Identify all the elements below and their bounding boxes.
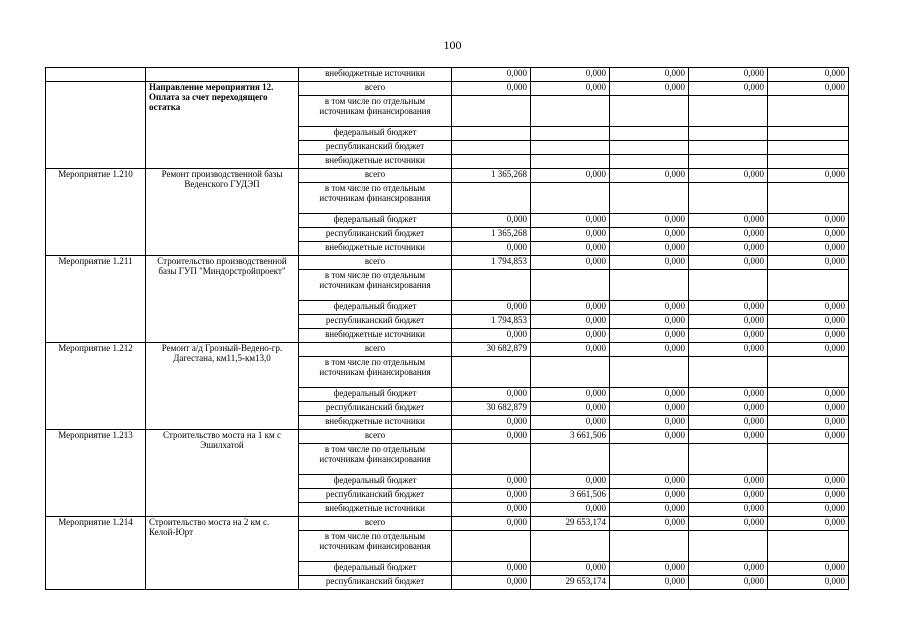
- value-cell: 0,000: [689, 68, 768, 82]
- value-cell: 0,000: [452, 82, 531, 96]
- value-cell: 0,000: [610, 576, 689, 590]
- source-cell: внебюджетные источники: [299, 68, 452, 82]
- value-cell: [531, 127, 610, 141]
- value-cell: 0,000: [610, 256, 689, 270]
- table-row: [46, 430, 849, 444]
- activity-id-cell: Мероприятие 1.213: [46, 430, 146, 517]
- value-cell: 0,000: [768, 562, 849, 576]
- source-cell: республиканский бюджет: [299, 315, 452, 329]
- source-cell: всего: [299, 517, 452, 531]
- value-cell: 0,000: [610, 402, 689, 416]
- value-cell: 0,000: [452, 576, 531, 590]
- value-cell: 0,000: [531, 388, 610, 402]
- source-cell: федеральный бюджет: [299, 301, 452, 315]
- value-cell: 0,000: [531, 242, 610, 256]
- value-cell: 0,000: [452, 301, 531, 315]
- table-row: [46, 517, 849, 531]
- value-cell: 0,000: [768, 517, 849, 531]
- value-cell: 0,000: [768, 576, 849, 590]
- activity-id-cell: [46, 82, 146, 169]
- source-cell: всего: [299, 169, 452, 183]
- value-cell: 0,000: [452, 214, 531, 228]
- value-cell: [610, 155, 689, 169]
- source-cell: в том числе по отдельным источникам финансирования: [299, 183, 452, 214]
- activity-name-cell: Строительство моста на 1 км с Эшилхатой: [146, 430, 299, 517]
- value-cell: 0,000: [610, 315, 689, 329]
- value-cell: 0,000: [610, 503, 689, 517]
- source-cell: всего: [299, 343, 452, 357]
- value-cell: [689, 270, 768, 301]
- value-cell: 0,000: [610, 68, 689, 82]
- value-cell: [452, 183, 531, 214]
- activity-id-cell: Мероприятие 1.210: [46, 169, 146, 256]
- value-cell: [452, 531, 531, 562]
- value-cell: 0,000: [610, 489, 689, 503]
- value-cell: [768, 444, 849, 475]
- value-cell: 29 653,174: [531, 517, 610, 531]
- table-row: [46, 169, 849, 183]
- value-cell: 0,000: [768, 343, 849, 357]
- value-cell: 0,000: [531, 214, 610, 228]
- value-cell: 0,000: [689, 430, 768, 444]
- value-cell: [610, 531, 689, 562]
- value-cell: 0,000: [689, 343, 768, 357]
- value-cell: 0,000: [531, 256, 610, 270]
- source-cell: федеральный бюджет: [299, 388, 452, 402]
- source-cell: федеральный бюджет: [299, 214, 452, 228]
- activity-name-cell: Направление мероприятия 12. Оплата за счет переходящего остатка: [146, 82, 299, 169]
- activity-name-cell: Ремонт а/д Грозный-Ведено-гр. Дагестана, км11,5-км13,0: [146, 343, 299, 430]
- value-cell: [452, 141, 531, 155]
- value-cell: [452, 127, 531, 141]
- value-cell: [610, 357, 689, 388]
- source-cell: республиканский бюджет: [299, 141, 452, 155]
- value-cell: [768, 270, 849, 301]
- value-cell: 1 365,268: [452, 228, 531, 242]
- value-cell: [531, 357, 610, 388]
- source-cell: республиканский бюджет: [299, 489, 452, 503]
- value-cell: [610, 183, 689, 214]
- source-cell: в том числе по отдельным источникам финансирования: [299, 270, 452, 301]
- value-cell: 0,000: [610, 517, 689, 531]
- value-cell: 0,000: [689, 503, 768, 517]
- value-cell: 1 365,268: [452, 169, 531, 183]
- value-cell: 0,000: [689, 214, 768, 228]
- value-cell: 0,000: [689, 329, 768, 343]
- value-cell: 0,000: [610, 329, 689, 343]
- value-cell: 0,000: [452, 430, 531, 444]
- value-cell: 0,000: [689, 517, 768, 531]
- source-cell: федеральный бюджет: [299, 562, 452, 576]
- value-cell: [531, 96, 610, 127]
- value-cell: 0,000: [689, 301, 768, 315]
- value-cell: [531, 155, 610, 169]
- activity-id-cell: Мероприятие 1.212: [46, 343, 146, 430]
- value-cell: 0,000: [610, 562, 689, 576]
- value-cell: [768, 141, 849, 155]
- value-cell: 0,000: [531, 562, 610, 576]
- value-cell: 0,000: [531, 329, 610, 343]
- value-cell: 3 661,506: [531, 489, 610, 503]
- value-cell: [689, 357, 768, 388]
- value-cell: [610, 141, 689, 155]
- value-cell: 3 661,506: [531, 430, 610, 444]
- value-cell: [689, 531, 768, 562]
- value-cell: 0,000: [610, 169, 689, 183]
- value-cell: [452, 270, 531, 301]
- source-cell: федеральный бюджет: [299, 127, 452, 141]
- value-cell: 0,000: [531, 503, 610, 517]
- value-cell: 0,000: [689, 169, 768, 183]
- value-cell: [689, 155, 768, 169]
- value-cell: 30 682,879: [452, 402, 531, 416]
- value-cell: 0,000: [768, 82, 849, 96]
- value-cell: [531, 183, 610, 214]
- value-cell: 0,000: [531, 343, 610, 357]
- value-cell: 0,000: [452, 68, 531, 82]
- source-cell: всего: [299, 256, 452, 270]
- value-cell: [531, 270, 610, 301]
- value-cell: 0,000: [452, 562, 531, 576]
- value-cell: 0,000: [452, 503, 531, 517]
- value-cell: 0,000: [768, 228, 849, 242]
- value-cell: [610, 96, 689, 127]
- source-cell: республиканский бюджет: [299, 402, 452, 416]
- value-cell: [452, 155, 531, 169]
- value-cell: 0,000: [531, 82, 610, 96]
- value-cell: [610, 127, 689, 141]
- source-cell: в том числе по отдельным источникам финансирования: [299, 444, 452, 475]
- source-cell: всего: [299, 82, 452, 96]
- source-cell: внебюджетные источники: [299, 242, 452, 256]
- value-cell: 0,000: [689, 228, 768, 242]
- value-cell: 0,000: [768, 430, 849, 444]
- source-cell: республиканский бюджет: [299, 576, 452, 590]
- table-row: [46, 343, 849, 357]
- value-cell: 0,000: [689, 388, 768, 402]
- source-cell: федеральный бюджет: [299, 475, 452, 489]
- page-number: 100: [443, 38, 462, 52]
- source-cell: внебюджетные источники: [299, 155, 452, 169]
- value-cell: [689, 127, 768, 141]
- value-cell: [689, 444, 768, 475]
- value-cell: 0,000: [452, 517, 531, 531]
- value-cell: [531, 531, 610, 562]
- value-cell: 0,000: [610, 430, 689, 444]
- value-cell: 0,000: [768, 242, 849, 256]
- value-cell: 0,000: [531, 301, 610, 315]
- value-cell: 0,000: [531, 416, 610, 430]
- id-cell: [46, 68, 146, 82]
- value-cell: [689, 183, 768, 214]
- table-row: [46, 256, 849, 270]
- value-cell: 0,000: [689, 562, 768, 576]
- name-cell: [146, 68, 299, 82]
- value-cell: 0,000: [689, 576, 768, 590]
- value-cell: 0,000: [531, 68, 610, 82]
- value-cell: 0,000: [610, 416, 689, 430]
- value-cell: 0,000: [452, 329, 531, 343]
- value-cell: 0,000: [768, 329, 849, 343]
- value-cell: 1 794,853: [452, 315, 531, 329]
- value-cell: [768, 127, 849, 141]
- source-cell: всего: [299, 430, 452, 444]
- value-cell: 0,000: [768, 169, 849, 183]
- value-cell: [610, 444, 689, 475]
- value-cell: 0,000: [768, 388, 849, 402]
- value-cell: [531, 444, 610, 475]
- value-cell: 0,000: [768, 475, 849, 489]
- source-cell: в том числе по отдельным источникам финансирования: [299, 531, 452, 562]
- value-cell: [531, 141, 610, 155]
- value-cell: 0,000: [610, 388, 689, 402]
- value-cell: 0,000: [610, 475, 689, 489]
- value-cell: 0,000: [768, 402, 849, 416]
- value-cell: [768, 155, 849, 169]
- value-cell: 0,000: [531, 402, 610, 416]
- value-cell: 0,000: [689, 475, 768, 489]
- value-cell: 29 653,174: [531, 576, 610, 590]
- value-cell: [689, 96, 768, 127]
- value-cell: 0,000: [689, 256, 768, 270]
- value-cell: 0,000: [768, 489, 849, 503]
- source-cell: внебюджетные источники: [299, 416, 452, 430]
- value-cell: [768, 183, 849, 214]
- value-cell: 0,000: [531, 228, 610, 242]
- value-cell: 0,000: [452, 489, 531, 503]
- value-cell: 0,000: [768, 214, 849, 228]
- activity-name-cell: Строительство моста на 2 км с. Келой-Юрт: [146, 517, 299, 590]
- activity-name-cell: Строительство производственной базы ГУП "Миндорстройпроект": [146, 256, 299, 343]
- value-cell: 0,000: [768, 315, 849, 329]
- activity-id-cell: Мероприятие 1.211: [46, 256, 146, 343]
- value-cell: 0,000: [689, 315, 768, 329]
- value-cell: [610, 270, 689, 301]
- value-cell: 0,000: [768, 301, 849, 315]
- value-cell: [768, 96, 849, 127]
- value-cell: 0,000: [610, 214, 689, 228]
- value-cell: 0,000: [610, 228, 689, 242]
- value-cell: 0,000: [689, 82, 768, 96]
- value-cell: 0,000: [452, 388, 531, 402]
- value-cell: 0,000: [768, 416, 849, 430]
- source-cell: внебюджетные источники: [299, 329, 452, 343]
- source-cell: в том числе по отдельным источникам финансирования: [299, 357, 452, 388]
- value-cell: 0,000: [768, 503, 849, 517]
- source-cell: республиканский бюджет: [299, 228, 452, 242]
- value-cell: 0,000: [452, 242, 531, 256]
- value-cell: 0,000: [610, 242, 689, 256]
- activity-name-cell: Ремонт производственной базы Веденского ГУДЭП: [146, 169, 299, 256]
- table-row: [46, 68, 849, 82]
- value-cell: 0,000: [610, 301, 689, 315]
- value-cell: 0,000: [452, 416, 531, 430]
- value-cell: 0,000: [689, 402, 768, 416]
- source-cell: внебюджетные источники: [299, 503, 452, 517]
- value-cell: 0,000: [689, 242, 768, 256]
- financing-table: [45, 67, 849, 590]
- value-cell: 0,000: [768, 256, 849, 270]
- value-cell: [452, 96, 531, 127]
- value-cell: 0,000: [610, 343, 689, 357]
- value-cell: [452, 357, 531, 388]
- value-cell: 0,000: [531, 315, 610, 329]
- value-cell: [768, 357, 849, 388]
- value-cell: [689, 141, 768, 155]
- value-cell: [452, 444, 531, 475]
- value-cell: 0,000: [452, 475, 531, 489]
- source-cell: в том числе по отдельным источникам финансирования: [299, 96, 452, 127]
- value-cell: 0,000: [531, 475, 610, 489]
- value-cell: 0,000: [689, 489, 768, 503]
- value-cell: 0,000: [610, 82, 689, 96]
- value-cell: 0,000: [531, 169, 610, 183]
- value-cell: [768, 531, 849, 562]
- value-cell: 1 794,853: [452, 256, 531, 270]
- table-row: [46, 82, 849, 96]
- value-cell: 30 682,879: [452, 343, 531, 357]
- activity-id-cell: Мероприятие 1.214: [46, 517, 146, 590]
- value-cell: 0,000: [768, 68, 849, 82]
- value-cell: 0,000: [689, 416, 768, 430]
